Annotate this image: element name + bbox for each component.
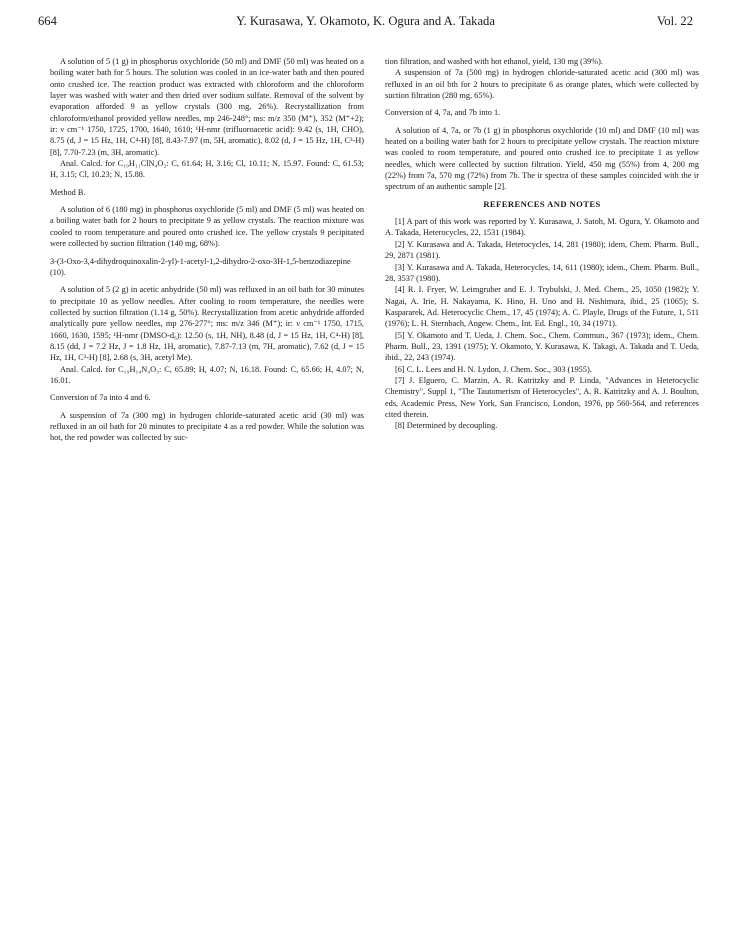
reference-item: [2] Y. Kurasawa and A. Takada, Heterocycles, 14, 281 (1980); idem, Chem. Pharm. Bull., 29, 2871 (1981). bbox=[385, 239, 699, 261]
reference-item: [1] A part of this work was reported by Y. Kurasawa, J. Satoh, M. Ogura, Y. Okamoto and A. Takada, Heterocycles, 22, 1531 (1984). bbox=[385, 217, 699, 238]
references-heading: REFERENCES AND NOTES bbox=[483, 198, 601, 209]
left-column bbox=[50, 56, 364, 444]
compound-heading: 3-(3-Oxo-3,4-dihydroquinoxalin-2-yl)-1-acetyl-1,2-dihydro-2-oxo-3H-1,5-benzodiazepine (10). bbox=[50, 256, 351, 277]
paragraph: A solution of 6 (180 mg) in phosphorus oxychloride (5 ml) and DMF (5 ml) was heated on a boiling water bath for 2 hours to precipitate 9 as yellow crystals. The reaction mixture was cooled to room temperature and poured onto crushed ice. The yellow crystals 9 pecipitated were collected by suction filtration (140 mg, 68%). bbox=[50, 205, 364, 249]
reference-item: [5] Y. Okamoto and T. Ueda, J. Chem. Soc., Chem. Commun., 367 (1973); idem., Chem. Pharm. Bull., 23, 1391 (1975); Y. Okamoto, Y. Kurasawa, K. Takagi, A. Takada and T. Ueda, ibid., 22, 243 (1974). bbox=[385, 330, 699, 363]
paragraph: tion filtration, and washed with hot ethanol, yield, 130 mg (39%). bbox=[385, 57, 603, 66]
page-number: 664 bbox=[38, 14, 57, 28]
conversion-heading: Conversion of 7a into 4 and 6. bbox=[50, 393, 151, 403]
method-heading: Method B. bbox=[50, 187, 86, 197]
paragraph: A solution of 4, 7a, or 7b (1 g) in phosphorus oxychloride (10 ml) and DMF (10 ml) was heated on a boiling water bath for 2 hours to precipitate yellow crystals. The reaction mixture was cooled to room temperature, and poured onto crushed ice to precipitate 1 as yellow needles, which were collected by suction filtration. Yield, 450 mg (55%) from 4, 200 mg (22%) from 7a, 570 mg (72%) from 7b. The ir spectra of these samples coincided with the ir spectrum of an authentic sample [2]. bbox=[385, 125, 699, 192]
volume-label: Vol. 22 bbox=[656, 14, 693, 28]
reference-item: [6] C. L. Lees and H. N. Lydon, J. Chem. Soc., 303 (1955). bbox=[395, 364, 592, 374]
paragraph: A suspension of 7a (300 mg) in hydrogen chloride-saturated acetic acid (30 ml) was refluxed in an oil bath for 20 minutes to precipitate 4 as a red powder. While the solution was hot, the red powder was collected by suc- bbox=[50, 410, 364, 443]
running-authors: Y. Kurasawa, Y. Okamoto, K. Ogura and A. Takada bbox=[236, 14, 495, 28]
conversion-heading: Conversion of 4, 7a, and 7b into 1. bbox=[385, 108, 501, 118]
analysis-paragraph: Anal. Calcd. for C₁₉H₁₄N₄O₃: C, 65.89; H, 4.07; N, 16.18. Found: C, 65.66; H, 4.07; N, 16.01. bbox=[50, 364, 364, 385]
reference-item: [3] Y. Kurasawa and A. Takada, Heterocycles, 14, 611 (1980); idem., Chem. Pharm. Bull., 28, 3537 (1980). bbox=[385, 262, 699, 283]
reference-item: [4] R. I. Fryer, W. Leimgruber and E. J. Trybulski, J. Med. Chem., 25, 1050 (1982); Y. Nagai, A. Irie, H. Nakayama, K. Hino, H. Uno and H. Nishimura, ibid., 25 (1065); S. Kaspararek, Ad. Heterocyclic Chem., 17, 45 (1974); A. C. Playle, Drugs of the Future, 1, 511 (1976); L. H. Sternbach, Angew. Chem., Int. Ed. Engl., 10, 34 (1971). bbox=[385, 285, 699, 329]
page-header bbox=[38, 14, 693, 32]
analysis-paragraph: Anal. Calcd. for C₁₉H₁₁ClN₄O₂: C, 61.64; H, 3.16; Cl, 10.11; N, 15.97. Found: C, 61.53; H, 3.15; Cl, 10.23; N, 15.88. bbox=[50, 159, 364, 180]
paragraph: A solution of 5 (1 g) in phosphorus oxychloride (50 ml) and DMF (50 ml) was heated on a boiling water bath for 5 hours. The solution was cooled in an ice-water bath and then poured onto crushed ice. The reaction product was extracted with chloroform and the chloroform layer was washed with water and then dried over sodium sulfate. Removal of the solvent by evaporation afforded 9 as yellow crystals (300 mg, 26%). Recrystallization from chloroform/ethanol provided yellow needles, mp 246-248°; ms: m/z 350 (M⁺), 352 (M⁺+2); ir: ν cm⁻¹ 1750, 1725, 1700, 1640, 1610; ¹H-nmr (trifluoroacetic acid): 9.42 (s, 1H, CHO), 8.75 (d, J = 15 Hz, 1H, C⁴-H) [8], 8.43-7.97 (m, 5H, aromatic), 8.02 (d, J = 15 Hz, 1H, C³-H) [8], 7.70-7.23 (m, 3H, aromatic). bbox=[50, 57, 364, 157]
reference-item: [8] Determined by decoupling. bbox=[395, 421, 498, 431]
paragraph: A solution of 5 (2 g) in acetic anhydride (50 ml) was refluxed in an oil bath for 30 minutes to precipitate 10 as yellow needles. After cooling to room temperature, the needles were collected by suction filtration (1.14 g, 50%). Recrystallization from acetic anhydride afforded analytically pure yellow needles, mp 276-277°; ms: m/z 346 (M⁺); ir: ν cm⁻¹ 1750, 1715, 1660, 1630, 1595; ¹H-nmr (DMSO-d₆): 12.50 (s, 1H, NH), 8.48 (d, J = 15 Hz, 1H, C⁴-H) [8], 8.15 (dd, J = 7.2 Hz, J = 1.8 Hz, 1H, aromatic), 7.87-7.13 (m, 7H, aromatic), 7.62 (d, J = 15 Hz, 1H, C³-H) [8], 2.68 (s, 3H, acetyl Me). bbox=[50, 285, 364, 363]
reference-item: [7] J. Elguero, C. Marzin, A. R. Katritzky and P. Linda, "Advances in Heterocyclic Chemistry", Suppl 1, "The Tautomerism of Heterocycles", A. R. Katritzky and A. J. Boulton, eds, Academic Press, New York, San Francisco, London, 1976, pp 560-564, and references cited therein. bbox=[385, 375, 699, 419]
right-column bbox=[385, 56, 699, 432]
paragraph: A suspension of 7a (500 mg) in hydrogen chloride-saturated acetic acid (300 ml) was refluxed in an oil bth for 2 hours to precipitate 6 as orange plates, which were collected by suction filtration (280 mg, 65%). bbox=[385, 68, 699, 101]
